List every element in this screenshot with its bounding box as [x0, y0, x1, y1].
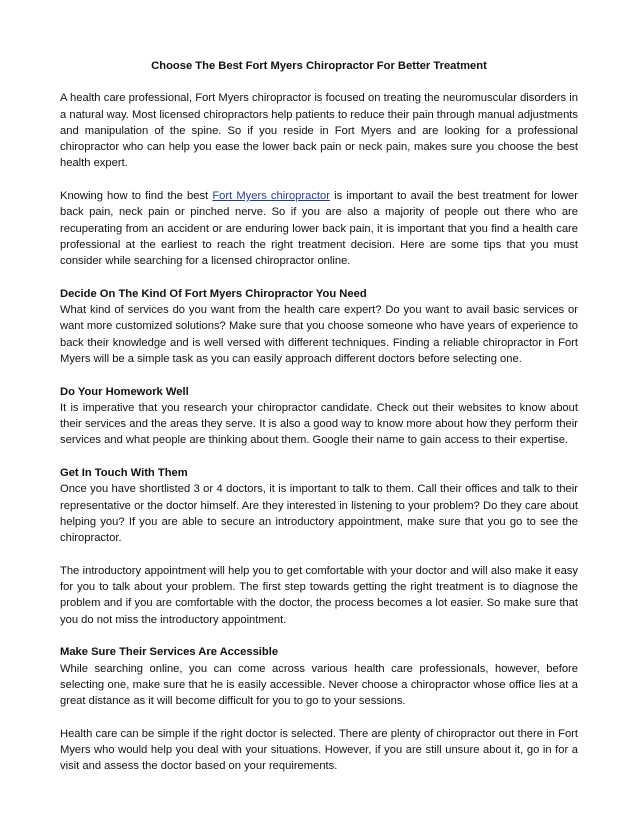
document-page: [60, 58, 578, 791]
section-accessible-heading: Make Sure Their Services Are Accessible: [60, 646, 279, 659]
section-decide-body: What kind of services do you want from the health care expert? Do you want to avail basic services or want more customized solutions? Make sure that you choose someone who have years of experience to back their knowledge and is well versed with different techniques. Finding a reliable chiropractor in Fort Myers will be a simple task as you can easily approach different doctors before selecting one.: [60, 304, 578, 365]
closing-paragraph: Health care can be simple if the right doctor is selected. There are plenty of chiropractor out there in Fort Myers who would help you deal with your situations. However, if you are still unsure about it, go in for a visit and assess the doctor based on your requirements.: [60, 727, 578, 773]
section-touch-heading: Get In Touch With Them: [60, 467, 188, 479]
section-decide: [60, 286, 578, 367]
chiropractor-link[interactable]: Fort Myers chiropractor: [212, 190, 330, 202]
link-paragraph-lead: Knowing how to find the best: [60, 190, 213, 202]
section-homework: [60, 384, 578, 449]
link-paragraph: [60, 188, 578, 269]
document-title: Choose The Best Fort Myers Chiropractor For Better Treatment: [151, 60, 487, 72]
link-paragraph-rest: is important to avail the best treatment for lower back pain, neck pain or pinched nerve. So if you are also a majority of people out there who are recuperating from an accident or are enduring lower back pain, it is important that you find a health care professional at the earliest to reach the right treatment decision. Here are some tips that you must consider while searching for a licensed chiropractor online.: [60, 190, 578, 267]
section-homework-body: It is imperative that you research your chiropractor candidate. Check out their websites to know about their services and the areas they serve. It is also a good way to know more about how they perform their services and what people are thinking about them. Google their name to gain access to their expertise.: [60, 401, 578, 447]
section-decide-heading: Decide On The Kind Of Fort Myers Chiropractor You Need: [60, 287, 367, 300]
section-accessible-body: While searching online, you can come across various health care professionals, however, before selecting one, make sure that he is easily accessible. Never choose a chiropractor whose office lies at a great distance as it will become difficult for you to go to your sessions.: [60, 662, 578, 707]
intro-paragraph: A health care professional, Fort Myers chiropractor is focused on treating the neuromuscular disorders in a natural way. Most licensed chiropractors help patients to reduce their pain through manual adjustments and manipulation of the spine. So if you reside in Fort Myers and are looking for a professional chiropractor who can help you ease the lower back pain or neck pain, makes sure you choose the best health expert.: [60, 92, 578, 170]
section-touch: [60, 465, 578, 546]
section-accessible: [60, 644, 578, 709]
section-touch-body: Once you have shortlisted 3 or 4 doctors, it is important to talk to them. Call their offices and talk to their representative or the doctor himself. Are they interested in listening to your problem? Do they care about helping you? If you are able to secure an introductory appointment, make sure that you go to see the chiropractor.: [60, 483, 578, 544]
introductory-paragraph: The introductory appointment will help you to get comfortable with your doctor and will also make it easy for you to talk about your problem. The first step towards getting the right treatment is to diagnose the problem and if you are comfortable with the doctor, the process becomes a lot easier. So make sure that you do not miss the introductory appointment.: [60, 564, 578, 626]
section-homework-heading: Do Your Homework Well: [60, 385, 189, 398]
